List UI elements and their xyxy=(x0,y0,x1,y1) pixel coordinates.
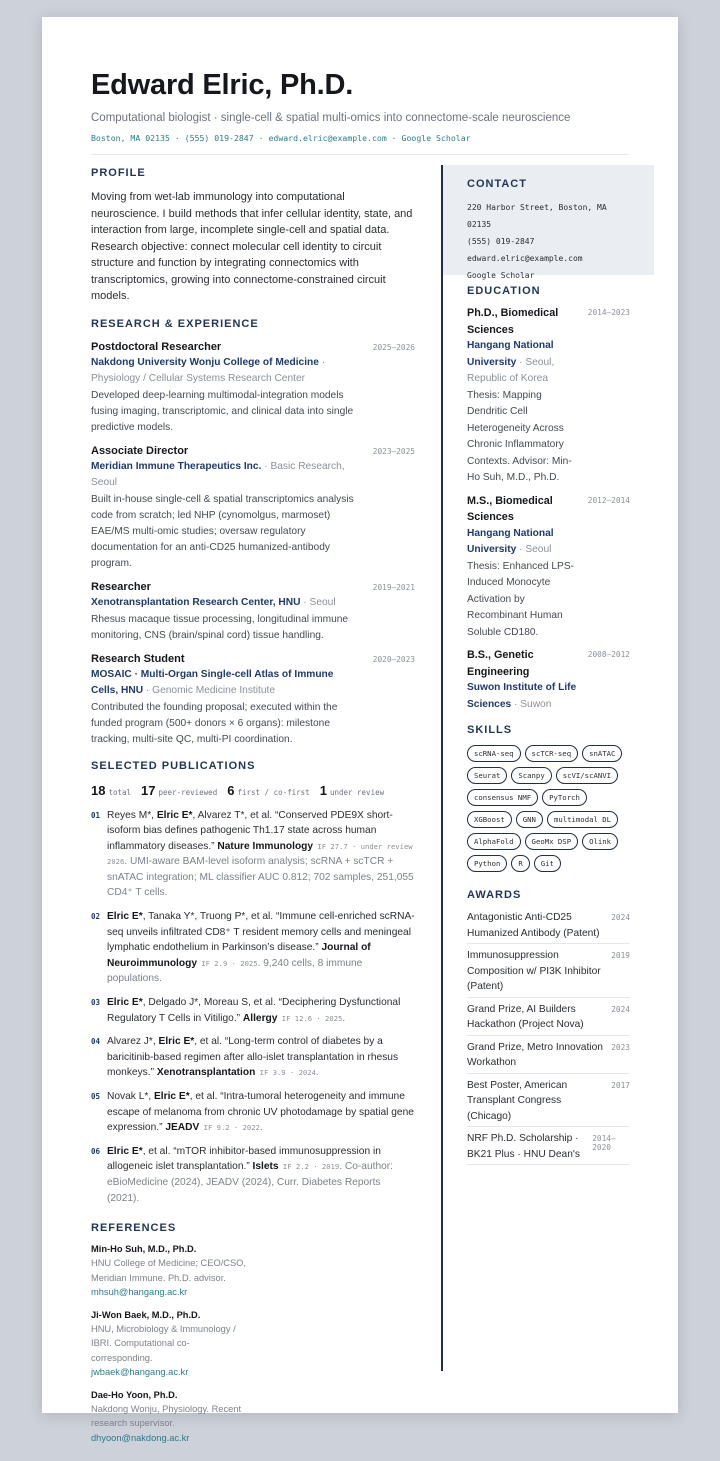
experience-org-name: Meridian Immune Therapeutics Inc. xyxy=(91,460,262,472)
publication-title: , Delgado J*, Moreau S, et al. “Deciphering Dysfunctional Regulatory T Cells in Vitiligo.” xyxy=(107,997,401,1024)
stat-label: first / co-first xyxy=(237,787,310,797)
experience-item xyxy=(91,651,415,748)
experience-description: Contributed the founding proposal; executed within the funded program (500+ donors × 6 organs): milestone tracking, multi-site QC, multi-PI coordination. xyxy=(91,701,338,745)
experience-header xyxy=(91,579,415,595)
education-heading: EDUCATION xyxy=(467,285,541,297)
experience-header xyxy=(91,339,415,355)
reference-name: Dae-Ho Yoon, Ph.D. xyxy=(91,1389,178,1400)
experience-title: Associate Director xyxy=(91,444,189,457)
candidate-name: Edward Elric, Ph.D. xyxy=(91,69,354,101)
skill-chip: Scanpy xyxy=(511,767,551,784)
reference-description: HNU, Microbiology & Immunology / IBRI. Computational co-corresponding. xyxy=(91,1323,236,1363)
award-item xyxy=(467,1036,630,1074)
publication-self-author: Elric E* xyxy=(107,911,143,923)
experience-item xyxy=(91,579,415,644)
education-school xyxy=(467,338,579,388)
education-school-name: Suwon Institute of Life Sciences xyxy=(467,682,577,710)
award-item xyxy=(467,998,630,1036)
skill-chip: Olink xyxy=(582,833,618,850)
contact-heading: CONTACT xyxy=(467,178,527,190)
award-date: 2023 xyxy=(611,1042,630,1052)
experience-header xyxy=(91,651,415,667)
publication-authors-pre: Reyes M*, xyxy=(107,809,157,821)
education-date: 2012–2014 xyxy=(587,495,630,505)
publication-item xyxy=(91,909,415,987)
experience-heading: RESEARCH & EXPERIENCE xyxy=(91,317,259,330)
publication-journal: Islets xyxy=(252,1161,279,1173)
publication-item xyxy=(91,808,415,902)
experience-org-detail: · Basic Research, Seoul xyxy=(91,460,345,488)
skill-chip: scVI/scANVI xyxy=(556,767,618,784)
award-date: 2024 xyxy=(611,1004,630,1014)
publication-number: 06 xyxy=(91,1146,101,1156)
publication-number: 03 xyxy=(91,998,101,1008)
skills-heading: SKILLS xyxy=(467,724,513,736)
education-date: 2008–2012 xyxy=(587,650,630,659)
reference-email-link[interactable]: jwbaek@hangang.ac.kr xyxy=(91,1367,189,1378)
publication-self-author: Elric E* xyxy=(154,1091,190,1102)
experience-description: Developed deep-learning multimodal-integration models fusing imaging, transcriptomic, and clinical data into single predictive models. xyxy=(91,389,354,433)
publication-journal: Allergy xyxy=(242,1012,278,1024)
education-list xyxy=(467,305,630,713)
contact-box xyxy=(443,165,654,280)
publication-title: , et al. “Intra-tumoral heterogeneity and immune escape of melanoma from chronic UV photodamage by spatial gene expression.” xyxy=(107,1091,414,1134)
publication-citation xyxy=(107,909,415,987)
experience-org-name: MOSAIC · Multi-Organ Single-cell Atlas of Immune Cells, HNU xyxy=(91,668,334,696)
reference-email-link[interactable]: mhsuh@hangang.ac.kr xyxy=(91,1287,188,1298)
publication-citation xyxy=(107,1089,415,1136)
contact-address: 220 Harbor Street, Boston, MA 02135 xyxy=(467,203,607,229)
publication-self-author: Elric E* xyxy=(107,1145,143,1157)
publication-stat xyxy=(320,782,384,800)
publication-journal: Journal of Neuroimmunology xyxy=(107,942,371,969)
publication-number: 01 xyxy=(91,810,101,820)
experience-date: 2020–2023 xyxy=(372,654,415,664)
experience-description: Built in-house single-cell & spatial transcriptomics analysis code from scratch; led NHP (cynomolgus, marmoset) EAE/MS multi-omic studies; oversaw regulatory documentation for an anti-CD25 humanized-antibody program. xyxy=(91,493,354,569)
education-location: · Suwon xyxy=(511,698,552,710)
references-heading: REFERENCES xyxy=(91,1222,177,1235)
sidebar-column xyxy=(443,165,654,1165)
education-school-name: Hangang National University xyxy=(467,340,554,368)
publication-meta: IF 12.6 · 2025 xyxy=(277,1013,343,1023)
skills-section xyxy=(443,722,654,877)
education-school-name: Hangang National University xyxy=(467,527,554,555)
skills-list xyxy=(467,745,630,877)
experience-item xyxy=(91,443,415,572)
reference-description: Nakdong Wonju, Physiology. Recent research supervisor. xyxy=(91,1403,242,1429)
award-name: Grand Prize, AI Builders Hackathon (Project Nova) xyxy=(467,1003,584,1030)
award-item xyxy=(467,1074,630,1128)
award-date: 2019 xyxy=(611,951,630,960)
contact-line: Boston, MA 02135 · (555) 019-2847 · edward.elric@example.com · Google Scholar xyxy=(91,133,471,143)
publications-heading: SELECTED PUBLICATIONS xyxy=(91,759,256,772)
publication-title: , Alvarez T*, et al. “Conserved PDE9X short-isoform bias defines pathogenic Th1.17 state across human inflammatory diseases.” xyxy=(107,809,393,852)
publication-journal: Nature Immunology xyxy=(217,840,314,852)
experience-org xyxy=(91,355,363,387)
experience-item xyxy=(91,339,415,436)
education-item xyxy=(467,305,630,487)
contact-scholar-link[interactable]: Google Scholar xyxy=(467,271,535,280)
experience-org-name: Nakdong University Wonju College of Medicine xyxy=(91,356,319,368)
publication-stat xyxy=(227,782,309,800)
education-date: 2014–2023 xyxy=(587,308,630,317)
publication-number: 02 xyxy=(91,912,101,922)
publication-journal: Xenotransplantation xyxy=(156,1067,256,1079)
education-section xyxy=(443,283,654,713)
awards-section xyxy=(443,887,654,1165)
experience-title: Researcher xyxy=(91,580,151,593)
publication-stats xyxy=(91,782,415,800)
skill-chip: scRNA-seq xyxy=(467,745,521,762)
skill-chip: consensus NMF xyxy=(467,789,538,806)
experience-org xyxy=(91,595,363,611)
skill-chip: R xyxy=(511,855,529,872)
profile-heading: PROFILE xyxy=(91,167,146,179)
main-column xyxy=(91,165,415,1453)
stat-value: 18 xyxy=(91,782,106,798)
publication-citation xyxy=(107,1034,415,1081)
tagline: Computational biologist · single-cell & spatial multi-omics into connectome-scale neuroscience xyxy=(91,112,571,124)
stat-label: peer-reviewed xyxy=(158,787,218,797)
publication-meta: IF 27.7 · under review 2026 xyxy=(107,841,413,867)
publication-stat xyxy=(141,782,217,800)
education-location: · Seoul xyxy=(516,544,552,555)
experience-header xyxy=(91,443,415,459)
skill-chip: AlphaFold xyxy=(467,833,521,850)
reference-description: HNU College of Medicine; CEO/CSO, Meridian Immune. Ph.D. advisor. xyxy=(91,1258,247,1283)
stat-label: under review xyxy=(329,787,385,797)
award-date: 2014–2020 xyxy=(592,1134,616,1152)
award-item xyxy=(467,906,630,944)
reference-name: Min-Ho Suh, M.D., Ph.D. xyxy=(91,1244,197,1255)
experience-org-detail: · Genomic Medicine Institute xyxy=(143,684,276,696)
publication-title: , et al. “Long-term control of diabetes by a baricitinib-based regimen after allo-islet transplantation in rhesus monkeys.” xyxy=(107,1036,399,1079)
skill-chip: PyTorch xyxy=(542,789,587,806)
header-divider xyxy=(91,154,629,155)
education-degree: B.S., Genetic Engineering xyxy=(467,649,534,678)
experience-org xyxy=(91,459,363,491)
resume-page xyxy=(42,17,678,1443)
awards-heading: AWARDS xyxy=(467,889,522,901)
experience-org-detail: · Physiology / Cellular Systems Research Center xyxy=(91,356,326,384)
publication-item xyxy=(91,1034,415,1081)
skill-chip: Git xyxy=(534,855,561,872)
publication-citation xyxy=(107,995,415,1026)
skill-chip: multimodal DL xyxy=(547,811,618,828)
publication-authors-pre: Novak L*, xyxy=(107,1091,154,1102)
publication-citation xyxy=(107,1144,415,1206)
stat-value: 17 xyxy=(141,782,156,798)
education-item xyxy=(467,647,630,713)
education-thesis: Thesis: Enhanced LPS-Induced Monocyte Activation by Recombinant Human Soluble CD180. xyxy=(467,560,575,638)
publication-self-author: Elric E* xyxy=(156,809,193,821)
experience-date: 2023–2025 xyxy=(372,446,415,456)
stat-value: 6 xyxy=(227,782,235,798)
experience-org xyxy=(91,667,363,699)
publication-item xyxy=(91,995,415,1026)
education-thesis: Thesis: Mapping Dendritic Cell Heterogeneity Across Chronic Inflammatory Contexts. Advisor: Min-Ho Suh, M.D., Ph.D. xyxy=(467,389,572,483)
experience-date: 2025–2026 xyxy=(372,342,415,352)
publication-citation xyxy=(107,808,415,902)
publication-title: , et al. “mTOR inhibitor-based immunosuppression in allogeneic islet transplantation.” xyxy=(107,1145,381,1173)
publication-authors-pre: Alvarez J*, xyxy=(107,1036,159,1048)
education-school xyxy=(467,526,579,559)
education-degree: Ph.D., Biomedical Sciences xyxy=(467,307,559,336)
publication-title: , Tanaka Y*, Truong P*, et al. “Immune cell-enriched scRNA-seq unveils infiltrated CD8⁺ T resident memory cells and meningeal lymphatic endothelium in Parkinson’s disease.” xyxy=(107,911,415,954)
skill-chip: snATAC xyxy=(582,745,622,762)
award-name: NRF Ph.D. Scholarship · BK21 Plus · HNU Dean's xyxy=(467,1133,580,1160)
reference-item xyxy=(91,1308,257,1380)
publication-note: . 9,240 cells, 8 immune populations. xyxy=(107,957,363,985)
experience-org-name: Xenotransplantation Research Center, HNU xyxy=(91,596,301,608)
contact-phone[interactable]: (555) 019-2847 xyxy=(467,237,535,246)
publication-item xyxy=(91,1089,415,1136)
publication-meta: IF 2.2 · 2019 xyxy=(278,1162,340,1172)
resume-header xyxy=(91,65,641,144)
reference-email-link[interactable]: dhyoon@nakdong.ac.kr xyxy=(91,1432,190,1443)
stat-label: total xyxy=(108,787,132,797)
publication-stat xyxy=(91,782,131,800)
skill-chip: XGBoost xyxy=(467,811,512,828)
stat-value: 1 xyxy=(319,782,327,798)
award-item xyxy=(467,944,630,998)
skill-chip: scTCR-seq xyxy=(525,745,579,762)
publication-note: . xyxy=(342,1012,346,1024)
skill-chip: GeoMx DSP xyxy=(525,833,579,850)
publication-number: 04 xyxy=(91,1037,101,1047)
skill-chip: GNN xyxy=(516,811,543,828)
experience-title: Postdoctoral Researcher xyxy=(91,340,222,353)
references-list xyxy=(91,1242,415,1453)
experience-description: Rhesus macaque tissue processing, longitudinal immune monitoring, CNS (brain/spinal cord) tissue handling. xyxy=(91,613,349,641)
publication-meta: IF 3.9 · 2024 xyxy=(255,1068,316,1078)
award-name: Immunosuppression Composition w/ PI3K Inhibitor (Patent) xyxy=(467,950,601,992)
experience-list xyxy=(91,339,415,748)
publication-meta: IF 2.9 · 2025 xyxy=(197,958,258,968)
award-name: Best Poster, American Transplant Congress (Chicago) xyxy=(467,1079,568,1122)
awards-list xyxy=(467,906,630,1165)
experience-date: 2019–2021 xyxy=(372,582,415,592)
publication-number: 05 xyxy=(91,1092,101,1101)
education-degree: M.S., Biomedical Sciences xyxy=(467,494,553,523)
education-location: · Seoul, Republic of Korea xyxy=(467,356,555,384)
award-date: 2017 xyxy=(611,1080,630,1090)
skill-chip: Python xyxy=(467,855,507,872)
education-item xyxy=(467,493,630,642)
award-date: 2024 xyxy=(611,913,630,922)
publication-note: . UMI-aware BAM-level isoform analysis; scRNA + scTCR + snATAC integration; ML classifier AUC 0.812; 702 samples, 251,055 CD4⁺ T cells. xyxy=(107,856,414,899)
reference-item xyxy=(91,1242,257,1300)
publication-note: . xyxy=(259,1122,263,1134)
publication-self-author: Elric E* xyxy=(107,997,143,1009)
skill-chip: Seurat xyxy=(467,767,507,784)
award-name: Grand Prize, Metro Innovation Workathon xyxy=(467,1041,603,1068)
publication-item xyxy=(91,1144,415,1206)
profile-text: Moving from wet-lab immunology into computational neuroscience. I build methods that infer cellular identity, state, and interaction from large, incomplete single-cell and spatial data. Research objective: connect molecular cell identity to circuit structure and function by integrating connectomics with transcriptomics, growing into connectome-constrained circuit models. xyxy=(91,191,413,302)
publication-note: . Co-author: eBioMedicine (2024), JEADV (2024), Curr. Diabetes Reports (2021). xyxy=(107,1161,393,1204)
publication-journal: JEADV xyxy=(165,1122,200,1134)
experience-title: Research Student xyxy=(91,652,185,665)
publication-self-author: Elric E* xyxy=(158,1036,195,1048)
experience-org-detail: · Seoul xyxy=(300,596,336,608)
reference-name: Ji-Won Baek, M.D., Ph.D. xyxy=(91,1309,201,1320)
publication-list xyxy=(91,808,415,1207)
publication-meta: IF 9.2 · 2022 xyxy=(199,1123,260,1133)
contact-email[interactable]: edward.elric@example.com xyxy=(467,254,583,263)
education-school xyxy=(467,680,579,713)
award-name: Antagonistic Anti-CD25 Humanized Antibody (Patent) xyxy=(467,912,600,939)
publication-note: . xyxy=(315,1067,319,1079)
award-item xyxy=(467,1127,630,1165)
reference-item xyxy=(91,1388,257,1446)
